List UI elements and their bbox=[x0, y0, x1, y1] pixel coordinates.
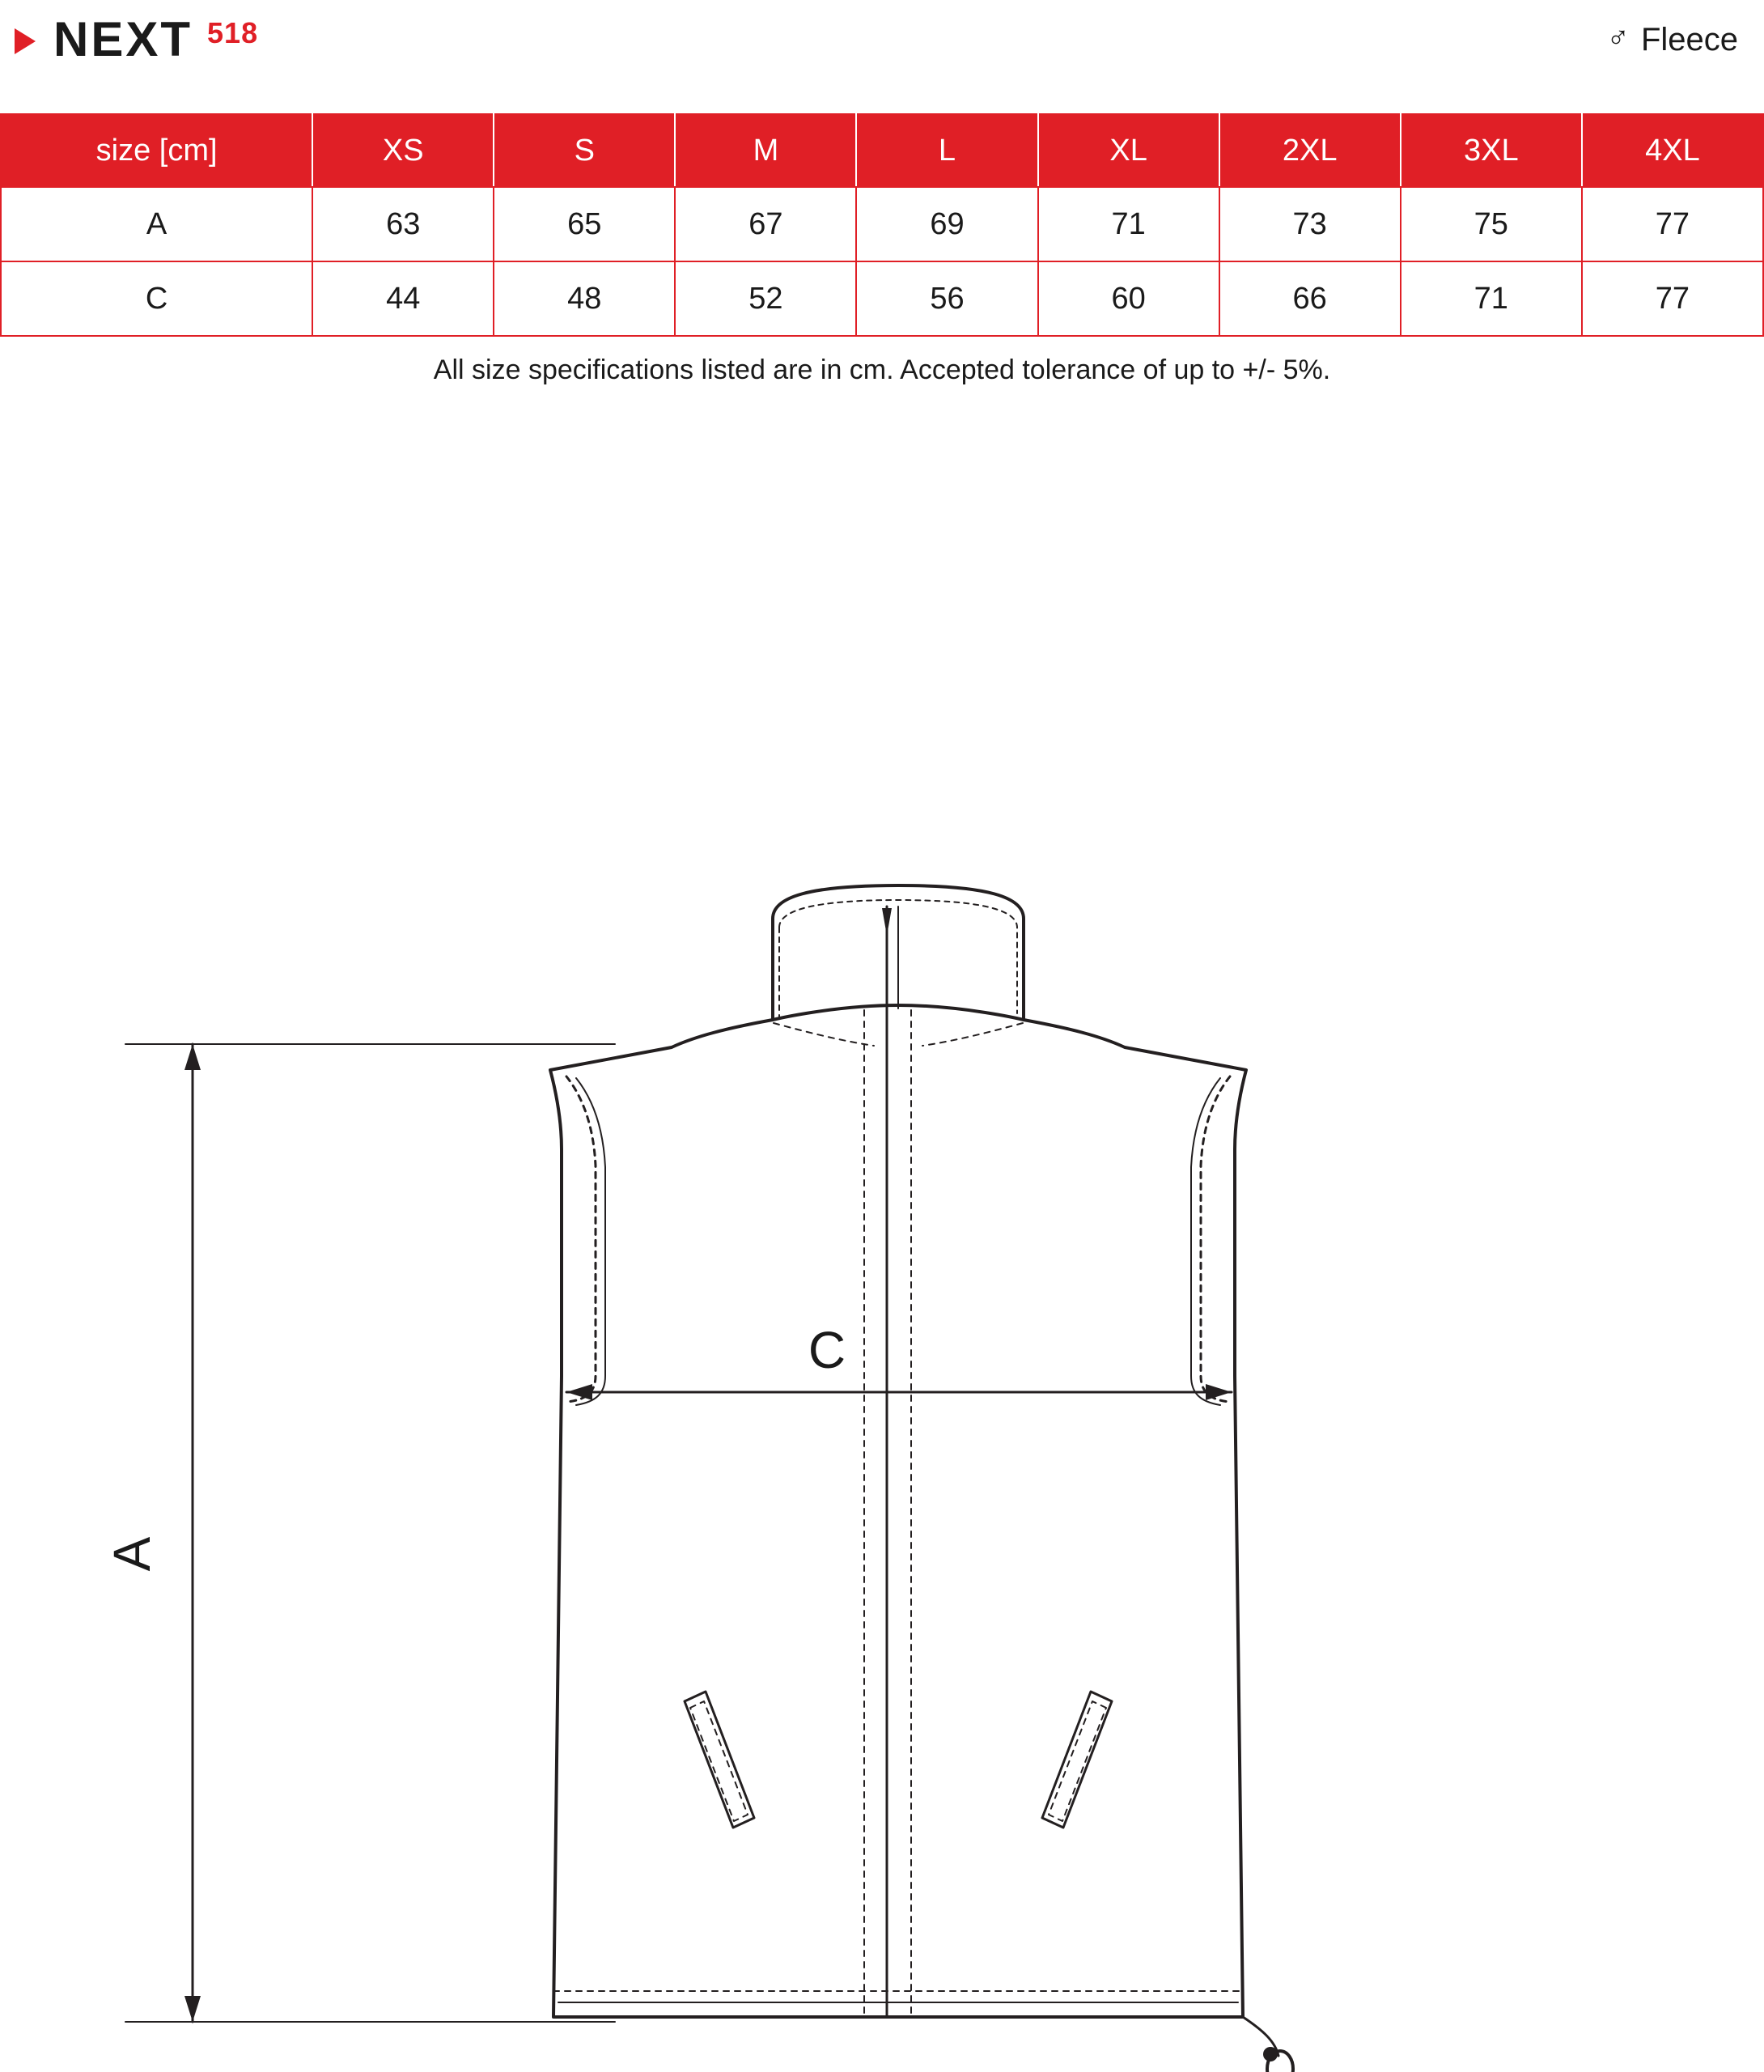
dimension-label-a: A bbox=[103, 1536, 161, 1572]
category-label: Fleece bbox=[1640, 21, 1738, 57]
brand-name: NEXT bbox=[53, 12, 193, 66]
cell-a-3xl: 75 bbox=[1401, 187, 1582, 261]
cell-c-l: 56 bbox=[856, 261, 1037, 336]
column-header-4xl: 4XL bbox=[1582, 114, 1763, 187]
cell-c-xl: 60 bbox=[1038, 261, 1219, 336]
column-header-2xl: 2XL bbox=[1219, 114, 1401, 187]
row-label-c: C bbox=[1, 261, 312, 336]
cell-c-xs: 44 bbox=[312, 261, 494, 336]
cell-c-m: 52 bbox=[675, 261, 856, 336]
cell-a-xl: 71 bbox=[1038, 187, 1219, 261]
column-header-s: S bbox=[494, 114, 675, 187]
column-header-m: M bbox=[675, 114, 856, 187]
table-row bbox=[1, 187, 1763, 261]
column-header-xl: XL bbox=[1038, 114, 1219, 187]
garment-technical-drawing bbox=[0, 858, 1764, 2072]
cell-a-l: 69 bbox=[856, 187, 1037, 261]
brand-block bbox=[0, 12, 259, 66]
dimension-label-c: C bbox=[808, 1321, 846, 1379]
play-triangle-icon bbox=[15, 28, 36, 54]
cell-a-2xl: 73 bbox=[1219, 187, 1401, 261]
column-header-xs: XS bbox=[312, 114, 494, 187]
male-gender-icon: ♂ bbox=[1606, 21, 1630, 55]
page-header bbox=[0, 0, 1764, 79]
tolerance-note: All size specifications listed are in cm. Accepted tolerance of up to +/- 5%. bbox=[433, 355, 1331, 385]
product-code: 518 bbox=[207, 16, 259, 49]
size-table bbox=[0, 113, 1764, 337]
cell-a-4xl: 77 bbox=[1582, 187, 1763, 261]
column-header-3xl: 3XL bbox=[1401, 114, 1582, 187]
table-header-row bbox=[1, 114, 1763, 187]
cell-c-4xl: 77 bbox=[1582, 261, 1763, 336]
cell-a-m: 67 bbox=[675, 187, 856, 261]
cell-c-3xl: 71 bbox=[1401, 261, 1582, 336]
row-label-a: A bbox=[1, 187, 312, 261]
table-row bbox=[1, 261, 1763, 336]
cell-c-2xl: 66 bbox=[1219, 261, 1401, 336]
column-header-size-unit: size [cm] bbox=[1, 114, 312, 187]
cell-a-s: 65 bbox=[494, 187, 675, 261]
header-right bbox=[1606, 22, 1764, 58]
cell-c-s: 48 bbox=[494, 261, 675, 336]
column-header-l: L bbox=[856, 114, 1037, 187]
cell-a-xs: 63 bbox=[312, 187, 494, 261]
